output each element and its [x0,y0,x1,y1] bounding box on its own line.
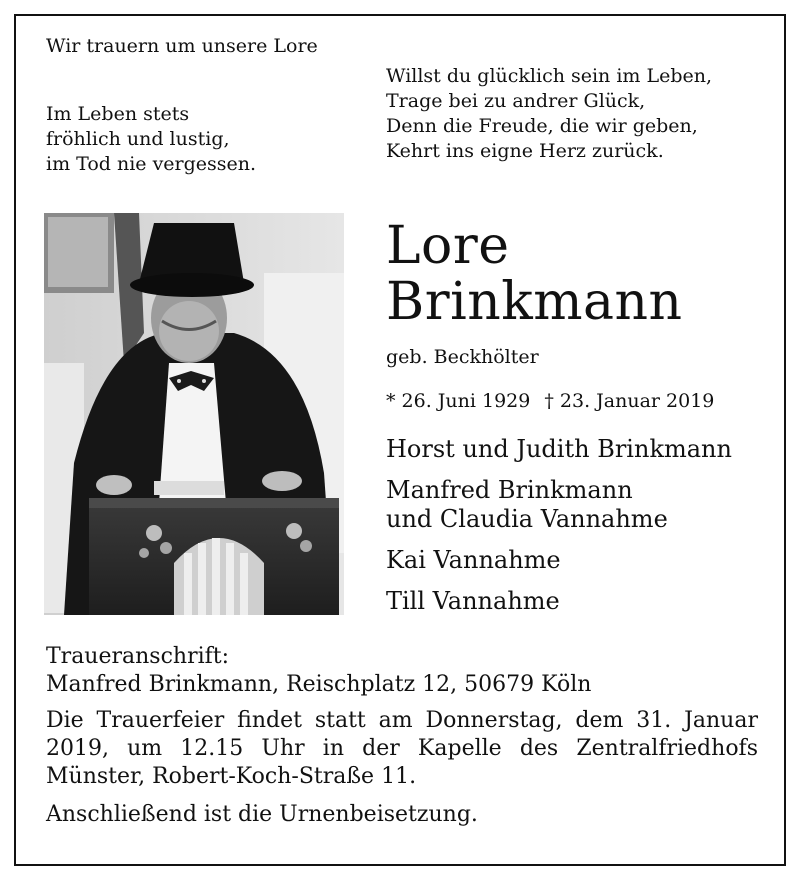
motto-line: im Tod nie vergessen. [46,153,257,175]
motto [46,102,256,177]
poem-line: Trage bei zu andrer Glück, [386,90,646,112]
motto-line: fröhlich und lustig, [46,128,230,150]
family-entry: Kai Vannahme [386,546,561,574]
family-entry: Manfred Brinkmann [386,476,633,504]
family-entry-continued: und Claudia Vannahme [386,505,668,533]
poem-line: Willst du glücklich sein im Leben, [386,65,713,87]
life-dates [386,389,728,413]
portrait-photo [44,213,344,615]
maiden-name: geb. Beckhölter [386,346,539,368]
intro-line: Wir trauern um unsere Lore [46,35,318,57]
last-name: Brinkmann [386,272,683,332]
deceased-name [386,218,683,330]
poem-line: Denn die Freude, die wir geben, [386,115,698,137]
birth-date: * 26. Juni 1929 [386,390,531,412]
family-list [386,435,732,616]
motto-line: Im Leben stets [46,103,190,125]
family-entry: Horst und Judith Brinkmann [386,435,732,463]
funeral-details [46,643,758,829]
poem-line: Kehrt ins eigne Herz zurück. [386,140,664,162]
burial-info: Anschließend ist die Urnenbeisetzung. [46,802,478,827]
poem [386,64,712,164]
mourning-address: Manfred Brinkmann, Reischplatz 12, 50679 Köln [46,672,592,697]
service-info: Die Trauerfeier findet statt am Donnerstag, dem 31. Januar 2019, um 12.15 Uhr in der Kapelle des Zentralfriedhofs Münster, Robert-Koch-Straße 11. [46,708,758,789]
first-name: Lore [386,216,510,276]
death-date: † 23. Januar 2019 [544,390,715,412]
family-entry: Till Vannahme [386,587,560,615]
address-label: Traueranschrift: [46,644,230,669]
